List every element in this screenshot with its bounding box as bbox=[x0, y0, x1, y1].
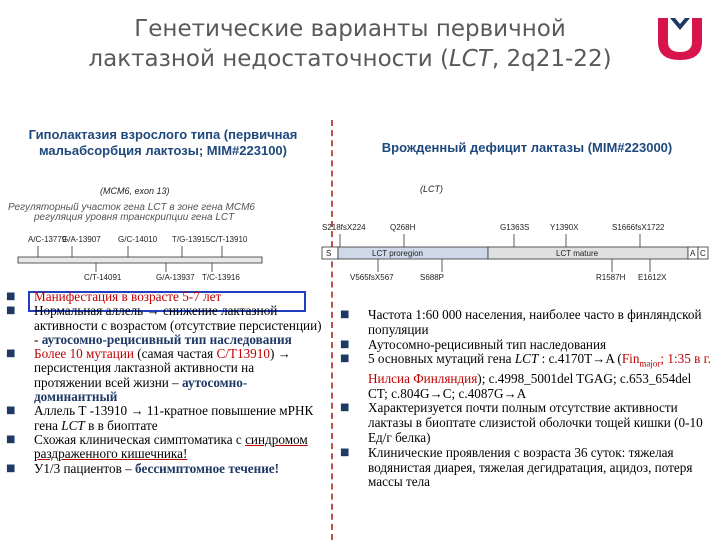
item-text-a: 5 основных мутаций гена bbox=[368, 351, 515, 367]
bullet-icon: ■ bbox=[340, 402, 350, 414]
domain-a: A bbox=[690, 249, 696, 258]
domain-mature: LCT mature bbox=[556, 249, 599, 258]
bullet-icon: ■ bbox=[6, 405, 16, 417]
list-item bbox=[340, 352, 712, 401]
item-text-c: в в биоптате bbox=[84, 417, 158, 433]
bullet-icon: ■ bbox=[6, 291, 16, 302]
bullet-icon: ■ bbox=[6, 305, 16, 317]
title-line-1: Генетические варианты первичной bbox=[134, 16, 566, 42]
variant-label: T/G-13915 bbox=[172, 235, 211, 244]
university-logo-icon bbox=[652, 12, 708, 64]
left-bullet-list bbox=[6, 290, 324, 476]
bullet-icon: ■ bbox=[340, 446, 350, 458]
item-text-a: У1/3 пациентов – bbox=[34, 460, 136, 476]
item-text-e: major bbox=[639, 359, 661, 370]
list-item bbox=[340, 446, 712, 490]
regulatory-note-2: регуляция уровня транскрипции гена LCT bbox=[34, 212, 235, 223]
item-text-e: аутосомно-доминантный bbox=[34, 374, 248, 405]
variant-label: G/A-13907 bbox=[62, 235, 101, 244]
mutation-label: Y1390X bbox=[550, 223, 579, 232]
item-text-d: ) → персистенция лактазной активности на протяжении всей жизни – bbox=[34, 346, 291, 390]
bullet-icon: ■ bbox=[340, 353, 350, 365]
list-item bbox=[6, 462, 324, 476]
mutation-label: Q268H bbox=[390, 223, 416, 232]
domain-c: C bbox=[700, 249, 706, 258]
list-item bbox=[340, 401, 712, 445]
mutation-label: G1363S bbox=[500, 223, 530, 232]
item-text: Характеризуется почти полным отсутствие активности лактазы в биоптате слизистой оболочки тощей кишки (0-10 Ед/г белка) bbox=[368, 400, 703, 446]
mcm6-bottom-variants bbox=[84, 273, 240, 282]
item-text-b: синдромом раздраженного кишечника! bbox=[34, 431, 308, 462]
list-item bbox=[340, 338, 712, 353]
left-column-heading: Гиполактазия взрослого типа (первичная мальабсорбция лактозы; MIM#223100) bbox=[28, 127, 298, 158]
mutation-label: S218fsX224 bbox=[322, 223, 366, 232]
variant-label: A/C-13779 bbox=[28, 235, 67, 244]
mcm6-top-variants bbox=[28, 235, 248, 244]
variant-label: T/C-13916 bbox=[202, 273, 240, 282]
mutation-label: E1612X bbox=[638, 273, 667, 282]
lct-top-mutations bbox=[322, 223, 665, 232]
list-item bbox=[6, 304, 324, 347]
item-text: Клинические проявления с возраста 36 суток: тяжелая водянистая диарея, тяжелая дегидратация, ацидоз, потеря массы тела bbox=[368, 444, 693, 490]
list-item bbox=[6, 347, 324, 404]
item-text-b: (самая частая bbox=[133, 346, 217, 362]
mutation-label: S688P bbox=[420, 273, 445, 282]
bullet-icon: ■ bbox=[6, 348, 16, 360]
title-line-2-a: лактазной недостаточности ( bbox=[88, 46, 449, 72]
bullet-icon: ■ bbox=[340, 338, 350, 350]
lct-bottom-mutations bbox=[350, 273, 667, 282]
item-text-b: бессимптомное течение! bbox=[135, 460, 280, 476]
item-text-a: Нормальная аллель → снижение лактазной активности с возрастом (отсутствие персистенции) - bbox=[34, 303, 322, 347]
bullet-icon: ■ bbox=[6, 462, 16, 474]
right-column-heading: Врожденный дефицит лактазы (MIM#223000) bbox=[381, 140, 673, 155]
lct-protein-bar bbox=[322, 247, 708, 259]
mutation-label: R1587H bbox=[596, 273, 626, 282]
variant-label: C/T-13910 bbox=[210, 235, 248, 244]
variant-label: G/C-14010 bbox=[118, 235, 158, 244]
item-text-a: Схожая клиническая симптоматика с bbox=[34, 431, 246, 447]
item-text-a: Аллель Т -13910 → 11-кратное повышение мРНК гена bbox=[34, 403, 314, 433]
item-text-c: : c.4170T→A ( bbox=[538, 351, 622, 367]
item-text-b: LCT bbox=[514, 351, 539, 367]
variant-label: G/A-13937 bbox=[156, 273, 195, 282]
item-text-g: ); c.4998_5001del TGAG; c.653_654del CT; c.804G→C; c.4087G→A bbox=[368, 370, 692, 401]
list-item bbox=[6, 290, 324, 304]
mutation-label: V565fsX567 bbox=[350, 273, 394, 282]
mutation-label: S1666fsX1722 bbox=[612, 223, 665, 232]
mcm6-label: (MCM6, exon 13) bbox=[100, 186, 170, 196]
item-text: Манифестация в возрасте 5-7 лет bbox=[34, 289, 222, 304]
list-item bbox=[340, 308, 712, 338]
title-line-2 bbox=[40, 44, 660, 74]
gene-diagram bbox=[0, 180, 720, 295]
list-item bbox=[6, 433, 324, 462]
variant-label: C/T-14091 bbox=[84, 273, 122, 282]
title-gene: LCT bbox=[448, 46, 492, 72]
item-text: Аутосомно-рецисивный тип наследования bbox=[368, 336, 607, 352]
slide-title bbox=[40, 14, 660, 74]
item-text-a: Более 10 мутации bbox=[34, 346, 134, 362]
item-text-b: аутосомно-рецисивный тип наследования bbox=[41, 331, 292, 347]
right-bullet-list bbox=[340, 308, 712, 490]
item-text-d: Fin bbox=[621, 351, 640, 367]
item-text-f: ; 1:35 в г. Нилсиа Финляндия bbox=[368, 351, 711, 386]
item-text-c: C/T13910 bbox=[216, 346, 270, 362]
domain-s: S bbox=[326, 249, 332, 258]
domain-proregion: LCT proregion bbox=[372, 249, 423, 258]
bullet-icon: ■ bbox=[340, 309, 350, 320]
item-text-b: LCT bbox=[61, 417, 85, 433]
title-line-2-b: , 2q21-22) bbox=[491, 46, 612, 72]
lct-label: (LCT) bbox=[420, 184, 443, 194]
bullet-icon: ■ bbox=[6, 433, 16, 445]
regulatory-note-1: Регуляторный участок гена LCT в зоне гена MCM6 bbox=[8, 202, 255, 213]
item-text: Частота 1:60 000 населения, наиболее часто в финляндской популяции bbox=[368, 307, 702, 337]
list-item bbox=[6, 404, 324, 433]
